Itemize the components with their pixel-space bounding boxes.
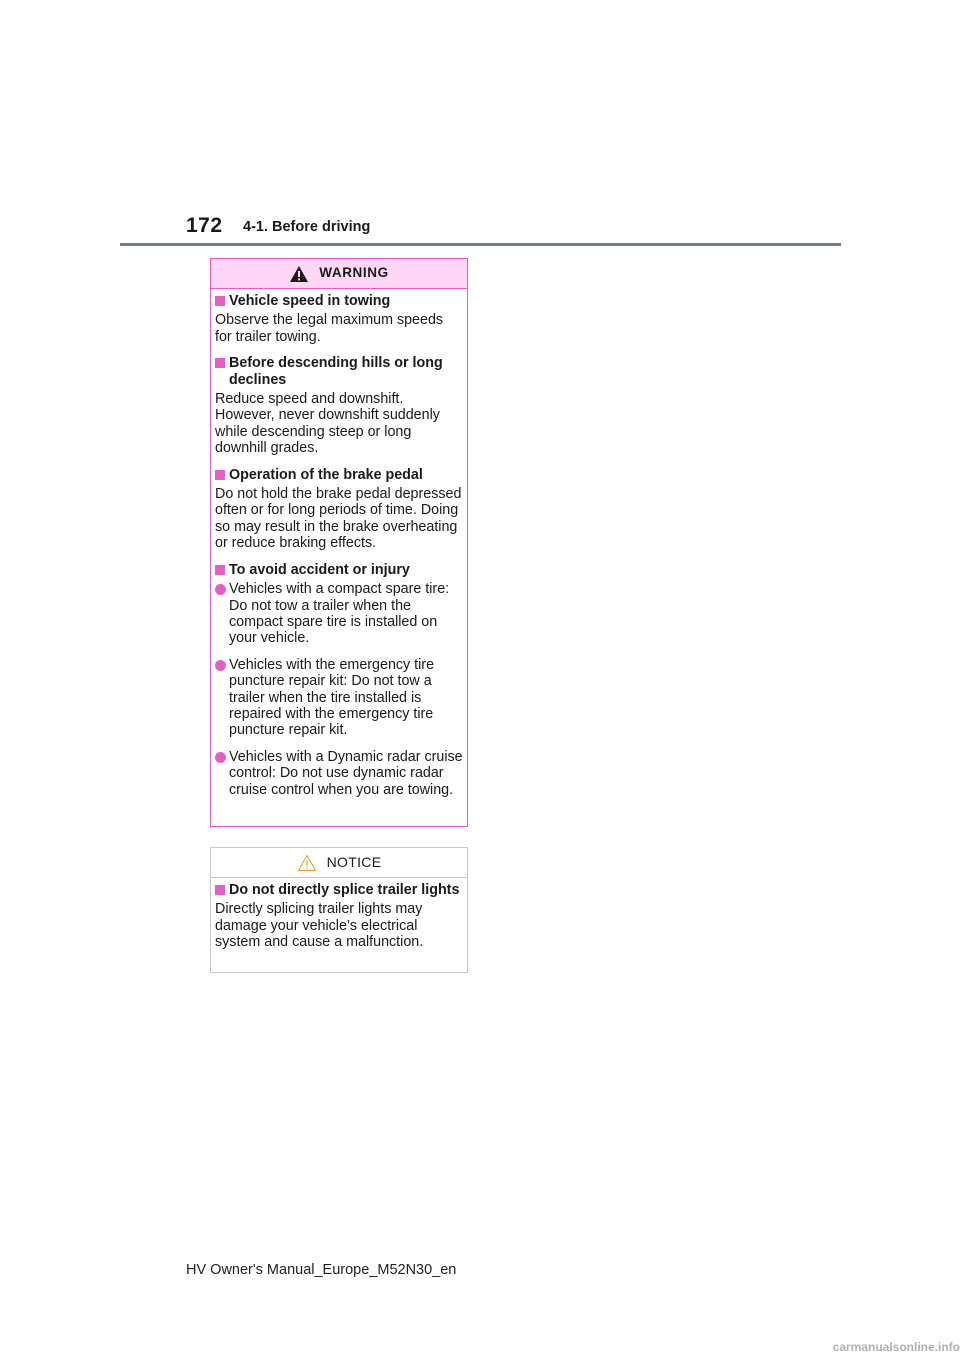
notice-box (210, 847, 468, 973)
section-heading: Operation of the brake pedal (229, 466, 423, 483)
section-heading: Vehicle speed in towing (229, 293, 391, 309)
manual-footer: HV Owner's Manual_Europe_M52N30_en (186, 1262, 457, 1278)
page-number: 172 (186, 214, 223, 237)
header-divider (120, 243, 841, 246)
section-heading: Do not directly splice trailer lights (229, 882, 460, 898)
list-item (215, 657, 463, 739)
square-bullet-icon (215, 358, 225, 368)
square-bullet-icon (215, 296, 225, 306)
caution-triangle-icon (297, 854, 317, 872)
section-title: 4-1. Before driving (243, 219, 371, 235)
notice-title: NOTICE (326, 854, 382, 871)
warning-triangle-icon (289, 265, 309, 283)
list-item (215, 581, 463, 647)
section-text: Observe the legal maximum speeds for trailer towing. (215, 312, 444, 345)
notice-body (211, 878, 467, 951)
circle-bullet-icon (215, 660, 226, 671)
circle-bullet-icon (215, 752, 226, 763)
warning-header (211, 259, 467, 289)
watermark: carmanualsonline.info (832, 1340, 960, 1354)
list-item-text: Vehicles with a Dynamic radar cruise control: Do not use dynamic radar cruise control when you are towing. (229, 748, 463, 798)
section-heading: To avoid accident or injury (229, 561, 410, 578)
list-item-text: Vehicles with the emergency tire puncture repair kit: Do not tow a trailer when the tire installed is repaired with the emergency tire puncture repair kit. (229, 656, 435, 739)
section-heading: Before descending hills or long declines (229, 355, 443, 388)
warning-section-brake-pedal (215, 467, 463, 552)
warning-body (211, 289, 467, 798)
warning-section-avoid-accident (215, 562, 463, 798)
list-item-text: Vehicles with a compact spare tire: Do not tow a trailer when the compact spare tire is installed on your vehicle. (229, 581, 450, 647)
circle-bullet-icon (215, 584, 226, 595)
square-bullet-icon (215, 470, 225, 480)
square-bullet-icon (215, 565, 225, 575)
notice-section-splice-lights (215, 882, 463, 951)
section-text: Reduce speed and downshift. However, never downshift suddenly while descending steep or long downhill grades. (215, 391, 440, 457)
section-text: Directly splicing trailer lights may damage your vehicle’s electrical system and cause a malfunction. (215, 901, 424, 951)
warning-section-towing-speed (215, 293, 463, 345)
page-header (0, 0, 960, 250)
list-item (215, 749, 463, 798)
warning-section-descending-hills (215, 355, 463, 456)
square-bullet-icon (215, 885, 225, 895)
section-text: Do not hold the brake pedal depressed often or for long periods of time. Doing so may result in the brake overheating or reduce braking effects. (215, 486, 462, 552)
warning-box (210, 258, 468, 827)
warning-title: WARNING (319, 265, 389, 281)
notice-header (211, 848, 467, 878)
